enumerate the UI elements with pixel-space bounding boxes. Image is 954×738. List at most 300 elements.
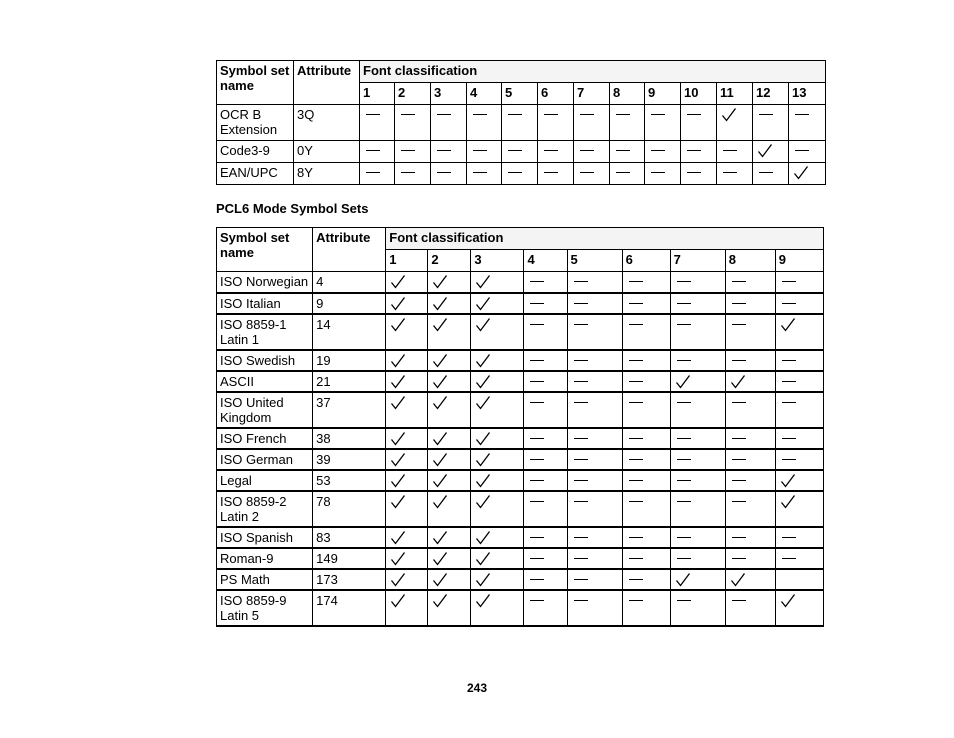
- dash-icon: [629, 480, 643, 481]
- dash-icon: [677, 281, 691, 282]
- dash-icon: [544, 114, 558, 115]
- check-mark-cell: [428, 314, 471, 350]
- dash-mark-cell: [645, 105, 681, 141]
- dash-icon: [732, 281, 746, 282]
- attribute-value: 19: [313, 350, 386, 371]
- dash-icon: [795, 114, 809, 115]
- dash-mark-cell: [775, 527, 823, 548]
- dash-icon: [677, 438, 691, 439]
- dash-mark-cell: [524, 350, 567, 371]
- table-row: [217, 163, 826, 185]
- check-mark-cell: [428, 590, 471, 626]
- check-mark-cell: [386, 392, 428, 428]
- symbol-set-name: ASCII: [217, 371, 313, 392]
- dash-mark-cell: [717, 141, 753, 163]
- dash-icon: [732, 324, 746, 325]
- dash-mark-cell: [538, 105, 574, 141]
- dash-icon: [366, 172, 380, 173]
- dash-mark-cell: [775, 392, 823, 428]
- check-mark-cell: [386, 569, 428, 590]
- symbol-set-name: ISO German: [217, 449, 313, 470]
- attribute-value: 21: [313, 371, 386, 392]
- dash-mark-cell: [567, 350, 622, 371]
- dash-mark-cell: [725, 428, 775, 449]
- dash-icon: [574, 480, 588, 481]
- dash-icon: [782, 402, 796, 403]
- dash-icon: [437, 114, 451, 115]
- dash-mark-cell: [538, 141, 574, 163]
- check-mark-cell: [471, 428, 524, 449]
- dash-icon: [732, 438, 746, 439]
- check-icon: [390, 296, 406, 312]
- dash-icon: [574, 281, 588, 282]
- dash-mark-cell: [360, 105, 395, 141]
- dash-mark-cell: [567, 449, 622, 470]
- dash-mark-cell: [502, 163, 538, 185]
- table-row: [217, 491, 824, 527]
- check-mark-cell: [471, 491, 524, 527]
- dash-icon: [437, 172, 451, 173]
- dash-icon: [530, 281, 544, 282]
- table-row: [217, 590, 824, 626]
- check-mark-cell: [386, 272, 428, 293]
- dash-mark-cell: [622, 371, 670, 392]
- dash-mark-cell: [524, 491, 567, 527]
- header-font-classification: Font classification: [386, 228, 824, 250]
- dash-mark-cell: [681, 141, 717, 163]
- dash-icon: [687, 172, 701, 173]
- check-icon: [432, 317, 448, 333]
- check-mark-cell: [471, 392, 524, 428]
- check-mark-cell: [386, 371, 428, 392]
- check-mark-cell: [775, 491, 823, 527]
- table-row: [217, 527, 824, 548]
- dash-mark-cell: [725, 350, 775, 371]
- check-mark-cell: [428, 272, 471, 293]
- check-icon: [432, 296, 448, 312]
- column-header: 5: [502, 83, 538, 105]
- dash-icon: [616, 150, 630, 151]
- check-icon: [475, 530, 491, 546]
- check-mark-cell: [386, 491, 428, 527]
- check-icon: [432, 374, 448, 390]
- table-row: [217, 470, 824, 491]
- dash-mark-cell: [622, 293, 670, 314]
- check-icon: [721, 107, 737, 123]
- column-header: 4: [524, 250, 567, 272]
- dash-icon: [530, 324, 544, 325]
- dash-icon: [677, 537, 691, 538]
- dash-icon: [629, 303, 643, 304]
- dash-mark-cell: [524, 293, 567, 314]
- column-header: 2: [395, 83, 431, 105]
- symbol-set-name: Legal: [217, 470, 313, 491]
- table-row: [217, 548, 824, 569]
- check-mark-cell: [775, 590, 823, 626]
- dash-mark-cell: [670, 428, 725, 449]
- check-icon: [475, 431, 491, 447]
- table-row: [217, 350, 824, 371]
- header-symbol-set-name: Symbol set name: [217, 61, 294, 105]
- dash-mark-cell: [775, 350, 823, 371]
- check-icon: [390, 317, 406, 333]
- dash-icon: [629, 579, 643, 580]
- dash-mark-cell: [567, 314, 622, 350]
- dash-icon: [723, 172, 737, 173]
- column-header: 1: [386, 250, 428, 272]
- dash-icon: [629, 537, 643, 538]
- dash-mark-cell: [622, 527, 670, 548]
- dash-mark-cell: [524, 449, 567, 470]
- dash-icon: [366, 150, 380, 151]
- column-header: 5: [567, 250, 622, 272]
- attribute-value: 53: [313, 470, 386, 491]
- dash-mark-cell: [524, 428, 567, 449]
- check-mark-cell: [471, 314, 524, 350]
- column-header: 8: [725, 250, 775, 272]
- check-icon: [432, 274, 448, 290]
- dash-icon: [574, 558, 588, 559]
- dash-mark-cell: [670, 293, 725, 314]
- check-mark-cell: [471, 590, 524, 626]
- dash-icon: [530, 558, 544, 559]
- dash-icon: [473, 150, 487, 151]
- check-mark-cell: [386, 548, 428, 569]
- check-icon: [390, 431, 406, 447]
- dash-icon: [677, 600, 691, 601]
- symbol-set-name: ISO Swedish: [217, 350, 313, 371]
- check-icon: [390, 572, 406, 588]
- check-mark-cell: [471, 371, 524, 392]
- attribute-value: 174: [313, 590, 386, 626]
- check-icon: [793, 165, 809, 181]
- symbol-set-name: ISO Italian: [217, 293, 313, 314]
- dash-icon: [759, 114, 773, 115]
- dash-mark-cell: [431, 163, 467, 185]
- attribute-value: 3Q: [294, 105, 360, 141]
- dash-icon: [574, 459, 588, 460]
- check-mark-cell: [386, 590, 428, 626]
- check-mark-cell: [386, 428, 428, 449]
- check-icon: [780, 317, 796, 333]
- table-row: [217, 428, 824, 449]
- dash-icon: [544, 150, 558, 151]
- dash-mark-cell: [775, 293, 823, 314]
- dash-mark-cell: [395, 141, 431, 163]
- dash-mark-cell: [670, 314, 725, 350]
- dash-icon: [677, 558, 691, 559]
- symbol-set-name: EAN/UPC: [217, 163, 294, 185]
- dash-icon: [530, 480, 544, 481]
- dash-mark-cell: [725, 590, 775, 626]
- check-icon: [780, 494, 796, 510]
- dash-icon: [574, 600, 588, 601]
- symbol-set-name: Code3-9: [217, 141, 294, 163]
- dash-icon: [629, 402, 643, 403]
- dash-mark-cell: [645, 163, 681, 185]
- dash-icon: [795, 150, 809, 151]
- dash-icon: [651, 172, 665, 173]
- dash-mark-cell: [360, 141, 395, 163]
- check-mark-cell: [775, 314, 823, 350]
- dash-mark-cell: [725, 392, 775, 428]
- dash-icon: [508, 114, 522, 115]
- column-header: 2: [428, 250, 471, 272]
- dash-mark-cell: [622, 350, 670, 371]
- table-row: [217, 392, 824, 428]
- dash-icon: [366, 114, 380, 115]
- symbol-set-name: ISO 8859-9 Latin 5: [217, 590, 313, 626]
- dash-icon: [629, 600, 643, 601]
- check-mark-cell: [428, 449, 471, 470]
- dash-icon: [677, 402, 691, 403]
- attribute-value: 83: [313, 527, 386, 548]
- dash-mark-cell: [467, 163, 502, 185]
- dash-mark-cell: [670, 350, 725, 371]
- check-icon: [475, 374, 491, 390]
- check-mark-cell: [386, 293, 428, 314]
- dash-icon: [530, 501, 544, 502]
- dash-icon: [401, 172, 415, 173]
- dash-icon: [574, 402, 588, 403]
- dash-mark-cell: [538, 163, 574, 185]
- dash-icon: [732, 480, 746, 481]
- symbol-set-name: Roman-9: [217, 548, 313, 569]
- dash-icon: [732, 459, 746, 460]
- table-row: [217, 449, 824, 470]
- dash-icon: [782, 438, 796, 439]
- dash-mark-cell: [645, 141, 681, 163]
- dash-icon: [574, 324, 588, 325]
- dash-mark-cell: [775, 371, 823, 392]
- dash-mark-cell: [622, 569, 670, 590]
- check-icon: [390, 374, 406, 390]
- dash-icon: [473, 114, 487, 115]
- dash-icon: [732, 360, 746, 361]
- dash-icon: [530, 537, 544, 538]
- dash-icon: [629, 324, 643, 325]
- dash-icon: [574, 438, 588, 439]
- check-icon: [390, 274, 406, 290]
- dash-icon: [629, 459, 643, 460]
- dash-icon: [782, 360, 796, 361]
- dash-mark-cell: [567, 569, 622, 590]
- symbol-set-name: ISO United Kingdom: [217, 392, 313, 428]
- dash-icon: [574, 360, 588, 361]
- check-icon: [432, 395, 448, 411]
- dash-mark-cell: [502, 141, 538, 163]
- page-number: 243: [466, 681, 488, 695]
- dash-icon: [782, 537, 796, 538]
- dash-icon: [723, 150, 737, 151]
- symbol-set-table-2: [216, 227, 824, 627]
- attribute-value: 149: [313, 548, 386, 569]
- dash-icon: [530, 402, 544, 403]
- attribute-value: 8Y: [294, 163, 360, 185]
- table-row: [217, 569, 824, 590]
- dash-icon: [629, 281, 643, 282]
- attribute-value: 78: [313, 491, 386, 527]
- dash-mark-cell: [622, 491, 670, 527]
- check-mark-cell: [386, 470, 428, 491]
- check-icon: [675, 374, 691, 390]
- dash-mark-cell: [753, 163, 789, 185]
- dash-icon: [629, 381, 643, 382]
- dash-mark-cell: [622, 590, 670, 626]
- dash-icon: [759, 172, 773, 173]
- check-mark-cell: [789, 163, 826, 185]
- header-font-classification: Font classification: [360, 61, 826, 83]
- column-header: 1: [360, 83, 395, 105]
- check-icon: [432, 452, 448, 468]
- check-mark-cell: [471, 527, 524, 548]
- dash-icon: [580, 172, 594, 173]
- dash-icon: [629, 558, 643, 559]
- dash-mark-cell: [789, 105, 826, 141]
- check-mark-cell: [717, 105, 753, 141]
- check-icon: [432, 353, 448, 369]
- check-mark-cell: [471, 470, 524, 491]
- dash-mark-cell: [725, 449, 775, 470]
- table-row: [217, 371, 824, 392]
- check-icon: [475, 593, 491, 609]
- check-icon: [432, 572, 448, 588]
- dash-icon: [677, 480, 691, 481]
- check-mark-cell: [428, 371, 471, 392]
- check-icon: [780, 473, 796, 489]
- dash-mark-cell: [524, 314, 567, 350]
- check-mark-cell: [775, 470, 823, 491]
- check-mark-cell: [725, 569, 775, 590]
- check-mark-cell: [428, 392, 471, 428]
- dash-icon: [629, 438, 643, 439]
- symbol-set-name: ISO Spanish: [217, 527, 313, 548]
- check-icon: [730, 374, 746, 390]
- check-icon: [730, 572, 746, 588]
- dash-mark-cell: [670, 590, 725, 626]
- attribute-value: 39: [313, 449, 386, 470]
- dash-icon: [782, 459, 796, 460]
- table-row: [217, 293, 824, 314]
- column-header: 9: [775, 250, 823, 272]
- column-header: 8: [610, 83, 645, 105]
- empty-cell: [775, 569, 823, 590]
- dash-mark-cell: [567, 527, 622, 548]
- dash-mark-cell: [360, 163, 395, 185]
- dash-icon: [401, 150, 415, 151]
- dash-mark-cell: [753, 105, 789, 141]
- dash-mark-cell: [622, 272, 670, 293]
- column-header: 3: [471, 250, 524, 272]
- check-icon: [390, 395, 406, 411]
- dash-mark-cell: [524, 371, 567, 392]
- check-icon: [390, 353, 406, 369]
- check-mark-cell: [471, 548, 524, 569]
- dash-mark-cell: [775, 548, 823, 569]
- dash-mark-cell: [567, 470, 622, 491]
- dash-mark-cell: [524, 527, 567, 548]
- dash-mark-cell: [431, 105, 467, 141]
- dash-mark-cell: [431, 141, 467, 163]
- dash-mark-cell: [567, 590, 622, 626]
- dash-mark-cell: [610, 163, 645, 185]
- dash-mark-cell: [467, 141, 502, 163]
- dash-icon: [677, 360, 691, 361]
- dash-mark-cell: [775, 272, 823, 293]
- dash-mark-cell: [567, 272, 622, 293]
- attribute-value: 38: [313, 428, 386, 449]
- dash-icon: [616, 172, 630, 173]
- dash-mark-cell: [670, 548, 725, 569]
- check-icon: [432, 431, 448, 447]
- check-icon: [475, 551, 491, 567]
- check-icon: [390, 494, 406, 510]
- dash-icon: [782, 558, 796, 559]
- check-icon: [757, 143, 773, 159]
- check-icon: [432, 494, 448, 510]
- dash-mark-cell: [717, 163, 753, 185]
- dash-mark-cell: [524, 548, 567, 569]
- check-icon: [432, 593, 448, 609]
- dash-mark-cell: [670, 491, 725, 527]
- dash-icon: [732, 537, 746, 538]
- dash-icon: [687, 150, 701, 151]
- symbol-set-name: ISO 8859-1 Latin 1: [217, 314, 313, 350]
- dash-mark-cell: [524, 392, 567, 428]
- dash-mark-cell: [467, 105, 502, 141]
- check-icon: [390, 452, 406, 468]
- dash-mark-cell: [670, 392, 725, 428]
- check-mark-cell: [428, 548, 471, 569]
- check-mark-cell: [471, 293, 524, 314]
- dash-mark-cell: [725, 314, 775, 350]
- check-icon: [390, 473, 406, 489]
- check-icon: [432, 473, 448, 489]
- dash-icon: [651, 150, 665, 151]
- check-mark-cell: [471, 272, 524, 293]
- dash-mark-cell: [622, 314, 670, 350]
- symbol-set-name: ISO French: [217, 428, 313, 449]
- column-header: 13: [789, 83, 826, 105]
- dash-icon: [677, 459, 691, 460]
- dash-mark-cell: [725, 272, 775, 293]
- dash-mark-cell: [524, 272, 567, 293]
- check-mark-cell: [725, 371, 775, 392]
- dash-icon: [732, 402, 746, 403]
- dash-icon: [629, 360, 643, 361]
- dash-icon: [677, 303, 691, 304]
- symbol-set-table-1: [216, 60, 826, 185]
- header-attribute: Attribute: [294, 61, 360, 105]
- check-mark-cell: [670, 371, 725, 392]
- header-attribute: Attribute: [313, 228, 386, 272]
- dash-mark-cell: [610, 105, 645, 141]
- column-header: 6: [538, 83, 574, 105]
- check-icon: [475, 494, 491, 510]
- column-header: 11: [717, 83, 753, 105]
- check-icon: [390, 551, 406, 567]
- dash-mark-cell: [574, 141, 610, 163]
- dash-mark-cell: [524, 569, 567, 590]
- check-icon: [390, 593, 406, 609]
- dash-icon: [732, 303, 746, 304]
- dash-mark-cell: [775, 428, 823, 449]
- check-mark-cell: [386, 527, 428, 548]
- check-mark-cell: [386, 449, 428, 470]
- check-mark-cell: [753, 141, 789, 163]
- dash-mark-cell: [622, 449, 670, 470]
- dash-mark-cell: [622, 392, 670, 428]
